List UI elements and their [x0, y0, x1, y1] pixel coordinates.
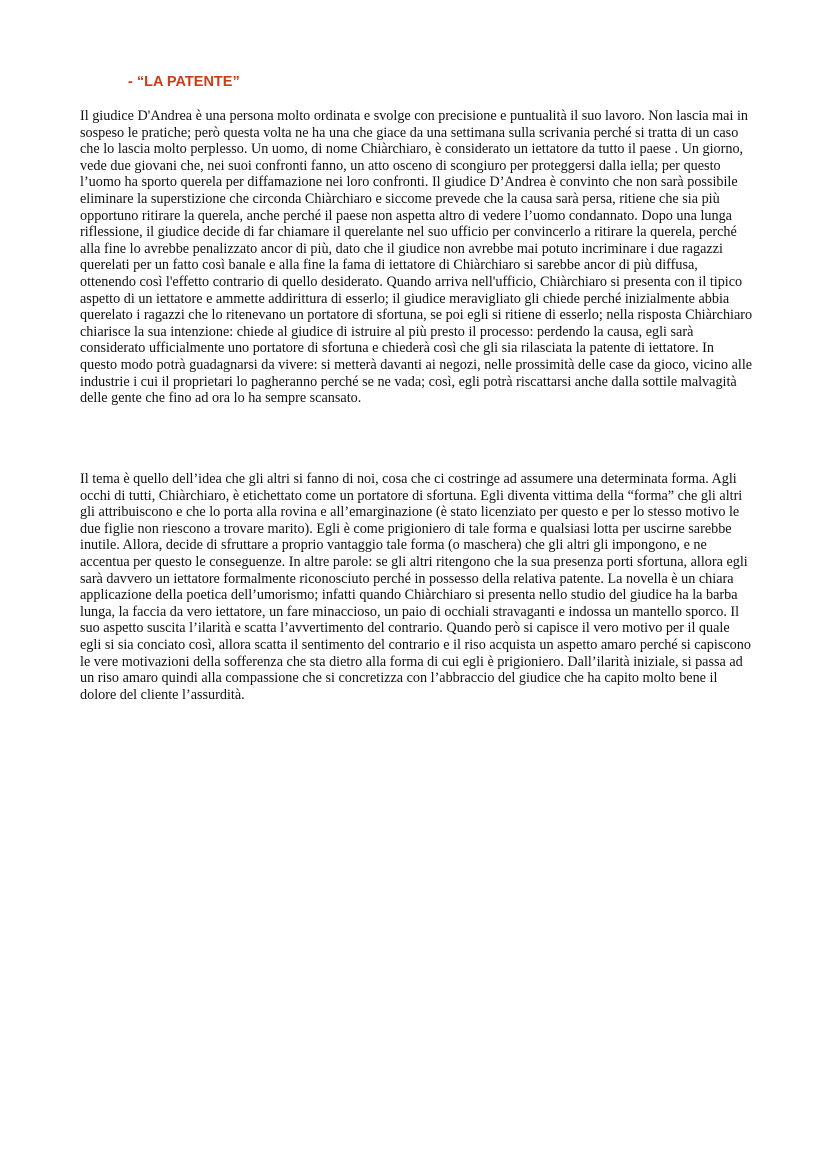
paragraph-theme: Il tema è quello dell’idea che gli altri si fanno di noi, cosa che ci costringe ad assumere una determinata forma. Agli occhi di tutti, Chiàrchiaro, è etichettato come un portatore di sfortuna. Egli diventa vittima della “forma” che gli altri gli attribuiscono e che lo porta alla rovina e all’emarginazione (è stato licenziato per questo e per lo stesso motivo le due figlie non riescono a trovare marito). Egli è come prigioniero di tale forma e qualsiasi lotta per uscirne sarebbe inutile. Allora, decide di sfruttare a proprio vantaggio tale forma (o maschera) che gli altri gli impongono, e ne accentua per questo le conseguenze. In altre parole: se gli altri ritengono che la sua presenza porti sfortuna, allora egli sarà davvero un iettatore formalmente riconosciuto perché in possesso della relativa patente. La novella è un chiara applicazione della poetica dell’umorismo; infatti quando Chiàrchiaro si presenta nello studio del giudice ha la barba lunga, la faccia da vero iettatore, un fare minaccioso, un paio di occhiali stravaganti e indossa un mantello sporco. Il suo aspetto suscita l’ilarità e scatta l’avvertimento del contrario. Quando però si capisce il vero motivo per il quale egli si sia conciato così, allora scatta il sentimento del contrario e il riso acquista un aspetto amaro perché si capiscono le vere motivazioni della sofferenza che sta dietro alla forma di cui egli è prigioniero. Dall’ilarità iniziale, si passa ad un riso amaro quindi alla compassione che si concretizza con l’abbraccio del giudice che ha capito molto bene il dolore del cliente l’assurdità.	[80, 471, 751, 703]
paragraph-summary: Il giudice D'Andrea è una persona molto ordinata e svolge con precisione e puntualità il suo lavoro. Non lascia mai in sospeso le pratiche; però questa volta ne ha una che giace da una settimana sulla scrivania perché si tratta di un caso che lo lascia molto perplesso. Un uomo, di nome Chiàrchiaro, è considerato un iettatore da tutto il paese . Un giorno, vede due giovani che, nei suoi confronti fanno, un atto osceno di scongiuro per proteggersi dalla iella; per questo l’uomo ha sporto querela per diffamazione nei loro confronti. Il giudice D’Andrea è convinto che non sarà possibile eliminare la superstizione che circonda Chiàrchiaro e siccome prevede che la causa sarà persa, ritiene che sia più opportuno ritirare la querela, anche perché il paese non aspetta altro di vedere l’uomo condannato. Dopo una lunga riflessione, il giudice decide di far chiamare il querelante nel suo ufficio per convincerlo a ritirare la querela, perché alla fine lo avrebbe penalizzato ancor di più, dato che il giudice non avrebbe mai potuto incriminare i due ragazzi querelati per un fatto così banale e alla fine la fama di iettatore di Chiàrchiaro si sarebbe ancor di più diffusa, ottenendo così l'effetto contrario di quello desiderato. Quando arriva nell'ufficio, Chiàrchiaro si presenta con il tipico aspetto di un iettatore e ammette addirittura di esserlo; il giudice meravigliato gli chiede perché inizialmente abbia querelato i ragazzi che lo ritenevano un portatore di sfortuna, se poi egli si ritiene di esserlo; nella risposta Chiàrchiaro chiarisce la sua intenzione: chiede al giudice di istruire al più presto il processo: perdendo la causa, egli sarà considerato ufficialmente uno portatore di sfortuna e chiederà così che gli sia rilasciata la patente di iettatore. In questo modo potrà guadagnarsi da vivere: si metterà davanti ai negozi, nelle prossimità delle case da gioco, vicino alle industrie i cui il proprietari lo pagheranno perché se ne vada; così, egli potrà riscattarsi anche dalla sottile malvagità delle gente che fino ad ora lo ha sempre scansato.	[80, 108, 753, 407]
document-heading: - “LA PATENTE”	[128, 74, 240, 90]
